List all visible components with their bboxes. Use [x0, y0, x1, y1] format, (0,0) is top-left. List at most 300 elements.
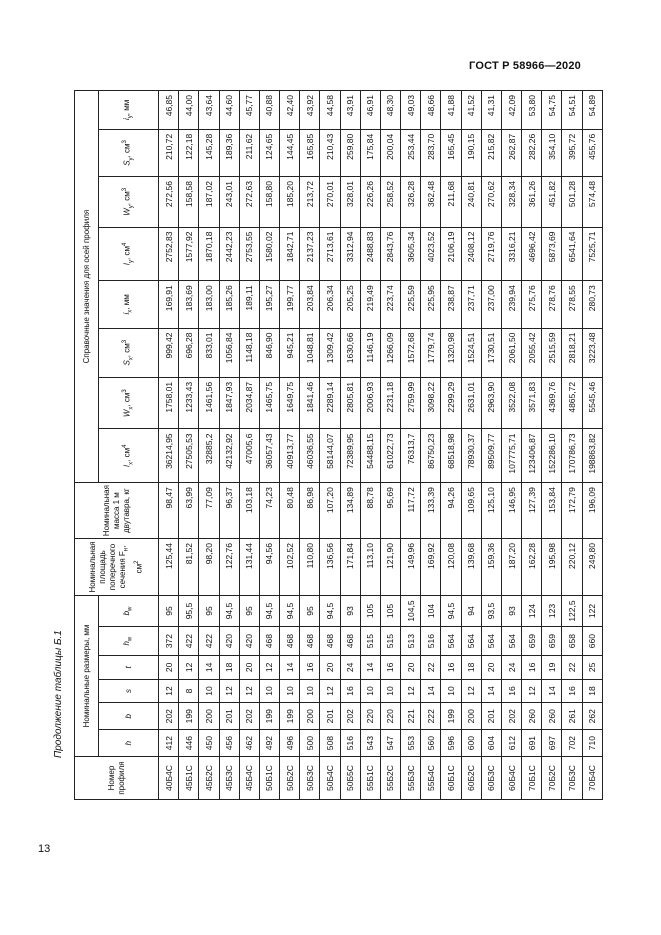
table-row: [239, 91, 259, 800]
table-cell: 328,01: [340, 177, 360, 227]
table-cell: 183,00: [199, 281, 219, 328]
table-cell: 41,31: [481, 91, 501, 130]
table-cell: 451,82: [542, 177, 562, 227]
table-cell: 1841,46: [300, 377, 320, 429]
table-cell: 3522,08: [501, 377, 521, 429]
table-cell: 220,12: [562, 539, 582, 596]
table-cell: 553: [401, 730, 421, 757]
profile-number-cell: 55Б4С: [421, 757, 441, 800]
table-cell: 149,96: [401, 539, 421, 596]
table-cell: 468: [340, 627, 360, 656]
table-cell: 14: [280, 656, 300, 680]
table-cell: 14: [481, 679, 501, 703]
header-Ix: $I_x$, $см^4$: [99, 429, 159, 483]
table-cell: 220: [380, 703, 400, 730]
table-cell: 280,73: [582, 281, 602, 328]
table-row: [522, 91, 542, 800]
table-row: [401, 91, 421, 800]
table-cell: 225,59: [401, 281, 421, 328]
table-cell: 94,56: [259, 539, 279, 596]
table-cell: 1580,02: [259, 227, 279, 281]
table-cell: 127,39: [522, 483, 542, 539]
table-cell: 462: [239, 730, 259, 757]
table-cell: 222: [421, 703, 441, 730]
table-cell: 2006,93: [360, 377, 380, 429]
table-cell: 513: [401, 627, 421, 656]
table-cell: 88,78: [360, 483, 380, 539]
table-cell: 200: [461, 703, 481, 730]
table-cell: 702: [562, 730, 582, 757]
table-cell: 169,91: [159, 281, 179, 328]
table-cell: 1730,51: [481, 328, 501, 377]
profile-number-cell: 60Б3С: [481, 757, 501, 800]
table-cell: 8: [179, 679, 199, 703]
table-cell: 61022,73: [380, 429, 400, 483]
table-cell: 6541,64: [562, 227, 582, 281]
table-cell: 120,08: [441, 539, 461, 596]
table-cell: 139,68: [461, 539, 481, 596]
table-cell: 219,49: [360, 281, 380, 328]
table-cell: 42,40: [280, 91, 300, 130]
table-cell: 658: [562, 627, 582, 656]
table-cell: 134,89: [340, 483, 360, 539]
table-cell: 220: [360, 703, 380, 730]
header-hw: $h_w$: [99, 627, 159, 656]
table-cell: 190,15: [461, 129, 481, 176]
table-cell: 283,70: [421, 129, 441, 176]
table-cell: 199: [280, 703, 300, 730]
table-cell: 492: [259, 730, 279, 757]
profile-number-cell: 70Б1С: [522, 757, 542, 800]
table-cell: 1649,75: [280, 377, 300, 429]
table-row: [582, 91, 602, 800]
table-cell: 543: [360, 730, 380, 757]
table-cell: 20: [320, 656, 340, 680]
profile-number-cell: 45Б4С: [239, 757, 259, 800]
table-cell: 93: [501, 595, 521, 626]
table-cell: 189,36: [219, 129, 239, 176]
table-cell: 660: [582, 627, 602, 656]
table-cell: 16: [501, 679, 521, 703]
table-cell: 94,5: [280, 595, 300, 626]
table-cell: 215,82: [481, 129, 501, 176]
header-profile-number: Номер профиля: [75, 757, 159, 800]
profile-number-cell: 45Б1С: [179, 757, 199, 800]
table-cell: 468: [259, 627, 279, 656]
table-cell: 455,76: [582, 129, 602, 176]
table-cell: 36214,95: [159, 429, 179, 483]
table-row: [280, 91, 300, 800]
table-cell: 2055,42: [522, 328, 542, 377]
header-t: t: [99, 656, 159, 680]
table-cell: 54,51: [562, 91, 582, 130]
table-cell: 95: [199, 595, 219, 626]
table-cell: 42,09: [501, 91, 521, 130]
table-cell: 12: [259, 656, 279, 680]
profile-number-cell: 50Б4С: [320, 757, 340, 800]
table-cell: 169,92: [421, 539, 441, 596]
table-cell: 12: [320, 679, 340, 703]
table-cell: 10: [280, 679, 300, 703]
table-row: [501, 91, 521, 800]
table-cell: 696,28: [179, 328, 199, 377]
table-cell: 7525,71: [582, 227, 602, 281]
table-cell: 24: [501, 656, 521, 680]
header-ix: $i_x$, мм: [99, 281, 159, 328]
table-cell: 395,72: [562, 129, 582, 176]
table-cell: 446: [179, 730, 199, 757]
table-cell: 1465,75: [259, 377, 279, 429]
table-cell: 104: [421, 595, 441, 626]
table-cell: 202: [159, 703, 179, 730]
table-cell: 123406,87: [522, 429, 542, 483]
header-Wx: $W_x$, $см^3$: [99, 377, 159, 429]
table-cell: 44,00: [179, 91, 199, 130]
table-cell: 81,52: [179, 539, 199, 596]
table-cell: 221: [401, 703, 421, 730]
table-cell: 1461,56: [199, 377, 219, 429]
table-cell: 95: [239, 595, 259, 626]
profile-number-cell: 55Б3С: [401, 757, 421, 800]
profile-number-cell: 55Б1С: [360, 757, 380, 800]
table-cell: 152286,10: [542, 429, 562, 483]
table-cell: 211,68: [441, 177, 461, 227]
profile-number-cell: 60Б2С: [461, 757, 481, 800]
profile-number-cell: 50Б1С: [259, 757, 279, 800]
table-cell: 846,90: [259, 328, 279, 377]
table-cell: 201: [320, 703, 340, 730]
table-cell: 14: [421, 679, 441, 703]
profile-table: [74, 90, 603, 800]
table-row: [179, 91, 199, 800]
table-cell: 10: [259, 679, 279, 703]
table-cell: 86,98: [300, 483, 320, 539]
table-cell: 170786,73: [562, 429, 582, 483]
table-cell: 74,23: [259, 483, 279, 539]
table-cell: 600: [461, 730, 481, 757]
table-cell: 136,56: [320, 539, 340, 596]
table-cell: 199: [259, 703, 279, 730]
table-cell: 195,27: [259, 281, 279, 328]
table-cell: 47005,6: [239, 429, 259, 483]
table-cell: 2719,76: [481, 227, 501, 281]
table-cell: 361,26: [522, 177, 542, 227]
table-cell: 260: [522, 703, 542, 730]
table-cell: 104,5: [401, 595, 421, 626]
table-cell: 1779,74: [421, 328, 441, 377]
table-cell: 574,48: [582, 177, 602, 227]
table-cell: 94,26: [441, 483, 461, 539]
table-row: [421, 91, 441, 800]
table-cell: 710: [582, 730, 602, 757]
table-cell: 165,45: [441, 129, 461, 176]
table-cell: 121,90: [380, 539, 400, 596]
header-b: b: [99, 703, 159, 730]
table-cell: 14: [199, 656, 219, 680]
table-cell: 183,69: [179, 281, 199, 328]
table-cell: 2231,18: [380, 377, 400, 429]
table-cell: 4696,42: [522, 227, 542, 281]
table-cell: 18: [582, 679, 602, 703]
table-cell: 20: [401, 656, 421, 680]
table-cell: 16: [380, 656, 400, 680]
table-row: [481, 91, 501, 800]
table-cell: 76313,7: [401, 429, 421, 483]
table-cell: 12: [219, 679, 239, 703]
table-cell: 95: [300, 595, 320, 626]
table-cell: 158,80: [259, 177, 279, 227]
table-cell: 202: [239, 703, 259, 730]
table-cell: 44,58: [320, 91, 340, 130]
table-cell: 833,01: [199, 328, 219, 377]
table-cell: 18: [219, 656, 239, 680]
table-cell: 200: [300, 703, 320, 730]
table-cell: 239,94: [501, 281, 521, 328]
table-cell: 2515,59: [542, 328, 562, 377]
table-cell: 612: [501, 730, 521, 757]
table-cell: 98,47: [159, 483, 179, 539]
table-cell: 4023,52: [421, 227, 441, 281]
table-cell: 3571,83: [522, 377, 542, 429]
table-cell: 189,11: [239, 281, 259, 328]
table-cell: 206,34: [320, 281, 340, 328]
table-cell: 2818,21: [562, 328, 582, 377]
table-cell: 1320,98: [441, 328, 461, 377]
table-cell: 196,09: [582, 483, 602, 539]
table-cell: 133,39: [421, 483, 441, 539]
table-cell: 516: [421, 627, 441, 656]
table-cell: 201: [481, 703, 501, 730]
header-mass: Номинальная масса 1 м двутавра, кг: [75, 483, 159, 539]
table-cell: 105: [380, 595, 400, 626]
table-cell: 41,88: [441, 91, 461, 130]
table-cell: 95: [159, 595, 179, 626]
table-cell: 94,5: [259, 595, 279, 626]
table-cell: 185,20: [280, 177, 300, 227]
table-cell: 450: [199, 730, 219, 757]
table-cell: 2963,90: [481, 377, 501, 429]
table-cell: 1146,19: [360, 328, 380, 377]
table-row: [360, 91, 380, 800]
table-cell: 12: [461, 679, 481, 703]
table-cell: 272,56: [159, 177, 179, 227]
table-cell: 275,76: [522, 281, 542, 328]
table-cell: 1572,68: [401, 328, 421, 377]
table-cell: 10: [441, 679, 461, 703]
table-cell: 1266,09: [380, 328, 400, 377]
table-cell: 262,87: [501, 129, 521, 176]
table-cell: 560: [421, 730, 441, 757]
table-cell: 468: [320, 627, 340, 656]
table-cell: 10: [360, 679, 380, 703]
table-cell: 225,95: [421, 281, 441, 328]
table-row: [380, 91, 400, 800]
table-cell: 516: [340, 730, 360, 757]
table-cell: 420: [219, 627, 239, 656]
table-cell: 131,44: [239, 539, 259, 596]
table-cell: 153,84: [542, 483, 562, 539]
table-cell: 422: [199, 627, 219, 656]
table-cell: 93: [340, 595, 360, 626]
table-cell: 691: [522, 730, 542, 757]
table-cell: 200: [199, 703, 219, 730]
table-cell: 122,18: [179, 129, 199, 176]
page-number: 13: [38, 843, 51, 855]
table-body: [159, 91, 603, 800]
table-cell: 14: [542, 679, 562, 703]
table-cell: 187,02: [199, 177, 219, 227]
table-cell: 122,76: [219, 539, 239, 596]
table-cell: 596: [441, 730, 461, 757]
table-cell: 40,88: [259, 91, 279, 130]
table-cell: 501,28: [562, 177, 582, 227]
table-cell: 10: [380, 679, 400, 703]
profile-number-cell: 40Б4С: [159, 757, 179, 800]
table-cell: 604: [481, 730, 501, 757]
table-cell: 123: [542, 595, 562, 626]
table-cell: 515: [380, 627, 400, 656]
table-cell: 261: [562, 703, 582, 730]
table-cell: 78930,37: [461, 429, 481, 483]
table-caption: Продолжение таблицы Б.1: [53, 630, 64, 758]
table-cell: 20: [159, 656, 179, 680]
table-cell: 110,80: [300, 539, 320, 596]
table-cell: 3316,21: [501, 227, 521, 281]
table-cell: 278,55: [562, 281, 582, 328]
table-cell: 12: [179, 656, 199, 680]
table-cell: 22: [421, 656, 441, 680]
table-row: [199, 91, 219, 800]
table-cell: 226,26: [360, 177, 380, 227]
table-cell: 94,5: [219, 595, 239, 626]
table-cell: 2034,87: [239, 377, 259, 429]
table-cell: 54,75: [542, 91, 562, 130]
table-cell: 202: [501, 703, 521, 730]
table-cell: 508: [320, 730, 340, 757]
table-cell: 237,71: [461, 281, 481, 328]
table-cell: 5545,46: [582, 377, 602, 429]
table-cell: 89509,77: [481, 429, 501, 483]
table-row: [219, 91, 239, 800]
table-cell: 3605,34: [401, 227, 421, 281]
table-cell: 213,72: [300, 177, 320, 227]
table-cell: 63,99: [179, 483, 199, 539]
table-row: [259, 91, 279, 800]
table-cell: 12: [239, 679, 259, 703]
table-cell: 2843,76: [380, 227, 400, 281]
table-cell: 54488,15: [360, 429, 380, 483]
table-cell: 94,5: [320, 595, 340, 626]
table-cell: 109,65: [461, 483, 481, 539]
table-cell: 1842,71: [280, 227, 300, 281]
table-cell: 1524,51: [461, 328, 481, 377]
table-cell: 260: [542, 703, 562, 730]
table-row: [320, 91, 340, 800]
profile-number-cell: 60Б1С: [441, 757, 461, 800]
table-cell: 999,42: [159, 328, 179, 377]
table-cell: 2805,81: [340, 377, 360, 429]
table-cell: 32885,2: [199, 429, 219, 483]
table-cell: 210,43: [320, 129, 340, 176]
table-cell: 27505,53: [179, 429, 199, 483]
table-cell: 48,66: [421, 91, 441, 130]
header-iy: $i_y$, мм: [99, 91, 159, 130]
table-cell: 124: [522, 595, 542, 626]
table-cell: 48,30: [380, 91, 400, 130]
table-cell: 1630,66: [340, 328, 360, 377]
table-cell: 1847,93: [219, 377, 239, 429]
table-cell: 46036,55: [300, 429, 320, 483]
table-cell: 94,5: [441, 595, 461, 626]
table-cell: 564: [501, 627, 521, 656]
table-row: [340, 91, 360, 800]
table-cell: 105: [360, 595, 380, 626]
table-cell: 172,79: [562, 483, 582, 539]
table-cell: 282,26: [522, 129, 542, 176]
table-cell: 16: [441, 656, 461, 680]
profile-number-cell: 70Б4С: [582, 757, 602, 800]
table-cell: 200,04: [380, 129, 400, 176]
table-cell: 2106,19: [441, 227, 461, 281]
header-Iy: $I_y$, $см^4$: [99, 227, 159, 281]
table-cell: 195,98: [542, 539, 562, 596]
header-Sy: $S_y$, $см^3$: [99, 129, 159, 176]
profile-number-cell: 70Б2С: [542, 757, 562, 800]
table-cell: 202: [340, 703, 360, 730]
table-cell: 564: [481, 627, 501, 656]
table-cell: 103,18: [239, 483, 259, 539]
table-cell: 1577,92: [179, 227, 199, 281]
table-cell: 107,20: [320, 483, 340, 539]
table-cell: 49,03: [401, 91, 421, 130]
table-cell: 210,72: [159, 129, 179, 176]
table-cell: 44,60: [219, 91, 239, 130]
table-cell: 354,10: [542, 129, 562, 176]
header-reference-values: Справочные значения для осей профиля: [75, 91, 99, 483]
table-cell: 4865,72: [562, 377, 582, 429]
table-cell: 175,84: [360, 129, 380, 176]
table-cell: 98,20: [199, 539, 219, 596]
table-cell: 945,21: [280, 328, 300, 377]
table-cell: 659: [522, 627, 542, 656]
table-cell: 468: [300, 627, 320, 656]
table-cell: 2713,61: [320, 227, 340, 281]
table-cell: 238,87: [441, 281, 461, 328]
table-cell: 16: [562, 679, 582, 703]
table-cell: 68518,98: [441, 429, 461, 483]
table-cell: 515: [360, 627, 380, 656]
table-cell: 362,48: [421, 177, 441, 227]
table-cell: 53,80: [522, 91, 542, 130]
table-cell: 43,92: [300, 91, 320, 130]
table-cell: 96,37: [219, 483, 239, 539]
header-bw: $b_w$: [99, 595, 159, 626]
table-cell: 146,95: [501, 483, 521, 539]
header-Wy: $W_y$, $см^3$: [99, 177, 159, 227]
table-cell: 54,89: [582, 91, 602, 130]
table-cell: 95,5: [179, 595, 199, 626]
profile-number-cell: 50Б3С: [300, 757, 320, 800]
table-cell: 2631,01: [461, 377, 481, 429]
table-cell: 3223,48: [582, 328, 602, 377]
table-cell: 41,52: [461, 91, 481, 130]
profile-number-cell: 45Б3С: [219, 757, 239, 800]
table-cell: 1233,43: [179, 377, 199, 429]
table-cell: 270,01: [320, 177, 340, 227]
table-cell: 3312,94: [340, 227, 360, 281]
table-cell: 159,36: [481, 539, 501, 596]
table-cell: 547: [380, 730, 400, 757]
